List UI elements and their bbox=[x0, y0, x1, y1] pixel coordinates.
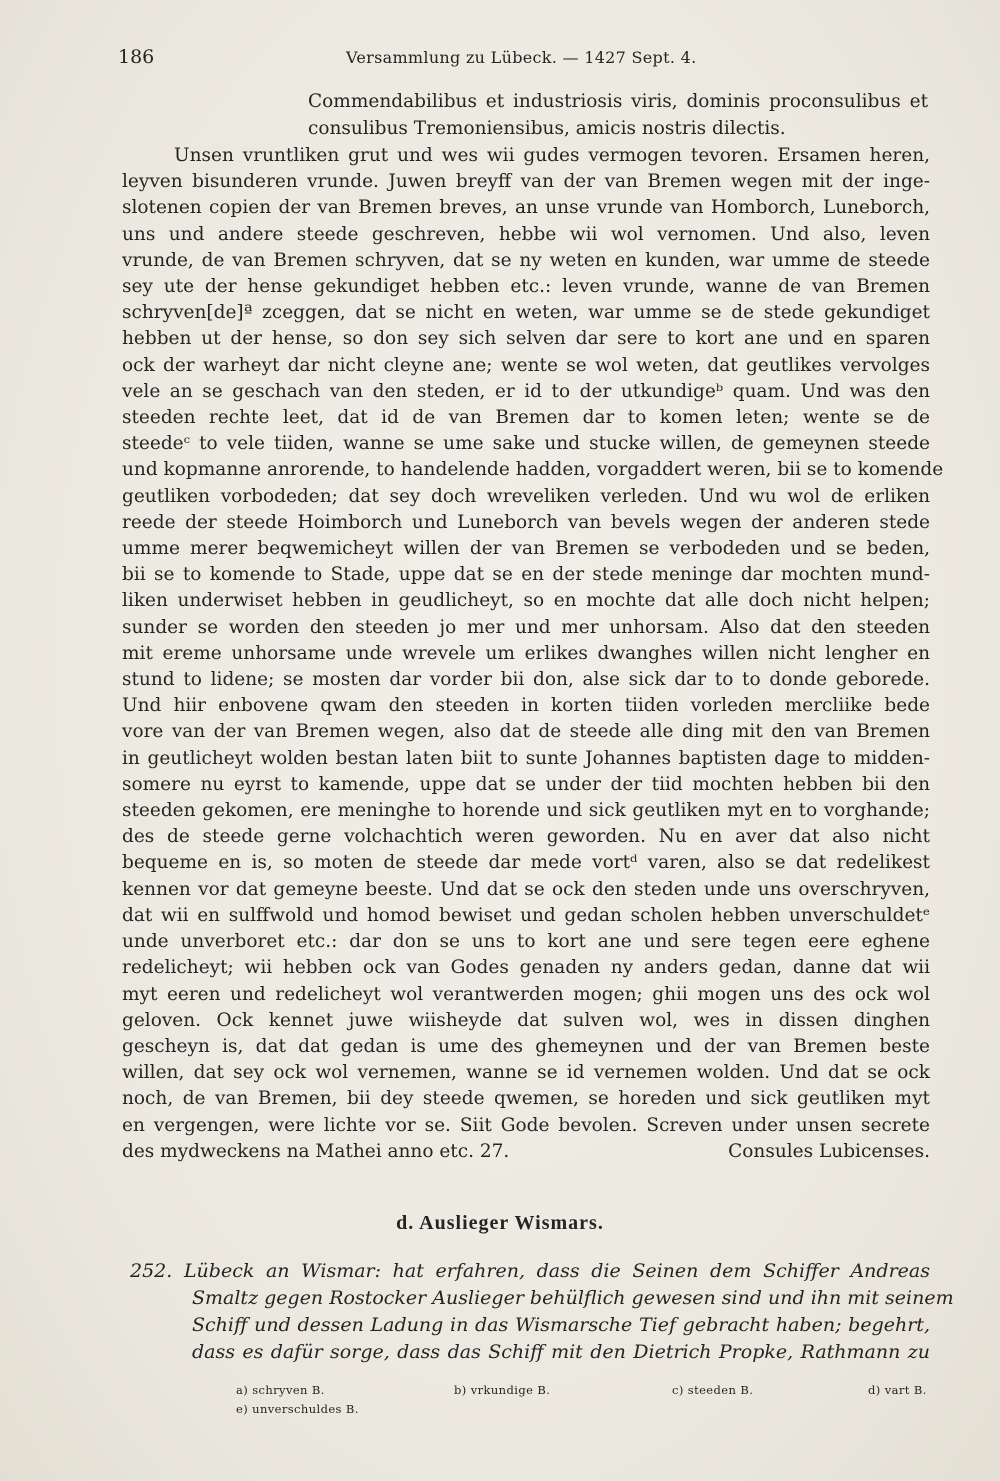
address-line: consulibus Tremoniensibus, amicis nostris dilectis. bbox=[308, 118, 786, 139]
address-line: Commendabilibus et industriosis viris, dominis proconsulibus et bbox=[308, 91, 928, 112]
body-line: vrunde, de van Bremen schryven, dat se ny weten en kunden, war umme de steede bbox=[122, 249, 930, 271]
body-line: en vergengen, were lichte vor se. Siit Gode bevolen. Screven under unsen secrete bbox=[122, 1114, 930, 1136]
body-line: ock der warheyt dar nicht cleyne ane; wente se wol weten, dat geutlikes vervolges bbox=[122, 354, 930, 376]
body-line: uns und andere steede geschreven, hebbe wii wol vernomen. Und also, leven bbox=[122, 223, 930, 245]
footnote: e) unverschuldes B. bbox=[236, 1402, 359, 1416]
body-line: des de steede gerne volchachtich weren geworden. Nu en aver dat also nicht bbox=[122, 826, 930, 848]
body-line: redelicheyt; wii hebben ock van Godes genaden ny anders gedan, danne dat wii bbox=[122, 957, 930, 979]
body-line: kennen vor dat gemeyne beeste. Und dat se ock den steden unde uns overschryven, bbox=[122, 878, 930, 900]
regest-number: 252. bbox=[130, 1260, 173, 1282]
body-line: bequeme en is, so moten de steede dar mede vortᵈ varen, also se dat redelikest bbox=[122, 852, 930, 874]
body-line: bii se to komende to Stade, uppe dat se en der stede meninge dar mochten mund- bbox=[122, 564, 930, 586]
regest-line: dass es dafür sorge, dass das Schiff mit den Dietrich Propke, Rathmann zu bbox=[192, 1341, 930, 1363]
body-line: dat wii en sulffwold und homod bewiset und gedan scholen hebben unverschuldetᵉ bbox=[122, 904, 930, 926]
body-line: des mydweckens na Mathei anno etc. 27. bbox=[122, 1140, 510, 1162]
regest-line bbox=[130, 1258, 930, 1285]
body-line: myt eeren und redelicheyt wol verantwerden mogen; ghii mogen uns des ock wol bbox=[122, 983, 930, 1005]
section-heading: d. Auslieger Wismars. bbox=[396, 1212, 604, 1234]
body-line: geutliken vorbodeden; dat sey doch wreveliken verleden. Und wu wol de erliken bbox=[122, 485, 930, 507]
body-line: leyven bisunderen vrunde. Juwen breyff van der van Bremen wegen mit der inge- bbox=[122, 171, 930, 193]
body-line: schryven[de]ª zceggen, dat se nicht en weten, war umme se de stede gekundiget bbox=[122, 302, 930, 324]
footnote: b) vrkundige B. bbox=[454, 1383, 551, 1397]
body-line: geloven. Ock kennet juwe wiisheyde dat sulven wol, wes in dissen dinghen bbox=[122, 1009, 930, 1031]
body-line: liken underwiset hebben in geudlicheyt, so en mochte dat alle doch nicht helpen; bbox=[122, 590, 930, 612]
body-line: und kopmanne anrorende, to handelende hadden, vorgaddert weren, bii se to komende bbox=[122, 459, 944, 481]
regest-entry bbox=[130, 1258, 954, 1366]
footnote: d) vart B. bbox=[868, 1383, 927, 1397]
body-line: slotenen copien der van Bremen breves, an unse vrunde van Homborch, Luneborch, bbox=[122, 197, 930, 219]
body-line: vore van der van Bremen wegen, also dat de steede alle ding mit den van Bremen bbox=[122, 721, 930, 743]
signature: Consules Lubicenses. bbox=[728, 1141, 930, 1162]
body-line: unde unverboret etc.: dar don se uns to kort ane und sere tegen eere eghene bbox=[122, 931, 930, 953]
footnote: c) steeden B. bbox=[672, 1383, 754, 1397]
body-line: steeden rechte leet, dat id de van Bremen dar to komen leten; wente se de bbox=[122, 407, 930, 429]
regest-line-text: Lübeck an Wismar: hat erfahren, dass die Seinen dem Schiffer Andreas bbox=[183, 1260, 930, 1282]
body-line: in geutlicheyt wolden bestan laten biit to sunte Johannes baptisten dage to midden- bbox=[122, 747, 930, 769]
body-line: Und hiir enbovene qwam den steeden in korten tiiden vorleden mercliike bede bbox=[122, 695, 930, 717]
body-line: willen, dat sey ock wol vernemen, wanne se id vernemen wolden. Und dat se ock bbox=[122, 1062, 930, 1084]
body-line: noch, de van Bremen, bii dey steede qwemen, se horeden und sick geutliken myt bbox=[122, 1088, 930, 1110]
body-line: steeden gekomen, ere meninghe to horende und sick geutliken myt en to vorghande; bbox=[122, 800, 930, 822]
body-line: mit ereme unhorsame unde wrevele um erlikes dwanghes willen nicht lengher en bbox=[122, 642, 930, 664]
running-title: Versammlung zu Lübeck. — 1427 Sept. 4. bbox=[346, 48, 697, 67]
body-line: Unsen vruntliken grut und wes wii gudes vermogen tevoren. Ersamen heren, bbox=[174, 145, 930, 166]
page-header bbox=[118, 46, 930, 72]
body-line: steedeᶜ to vele tiiden, wanne se ume sake und stucke willen, de gemeynen steede bbox=[122, 433, 930, 455]
body-line: vele an se geschach van den steden, er id to der utkundigeᵇ quam. Und was den bbox=[122, 380, 930, 402]
body-line: reede der steede Hoimborch und Luneborch van bevels wegen der anderen stede bbox=[122, 511, 930, 533]
body-line: stund to lidene; se mosten dar vorder bii don, alse sick dar to to donde geborede. bbox=[122, 669, 930, 691]
letter-address bbox=[308, 88, 928, 142]
body-line: umme merer beqwemicheyt willen der van Bremen se verbodeden und se beden, bbox=[122, 538, 930, 560]
page-number: 186 bbox=[118, 46, 155, 68]
body-line: sunder se worden den steeden jo mer und mer unhorsam. Also dat den steeden bbox=[122, 616, 930, 638]
regest-line: Smaltz gegen Rostocker Auslieger behülflich gewesen sind und ihn mit seinem bbox=[192, 1287, 954, 1309]
footnote: a) schryven B. bbox=[236, 1383, 325, 1397]
body-line: sey ute der hense gekundiget hebben etc.: leven vrunde, wanne de van Bremen bbox=[122, 276, 930, 298]
letter-body bbox=[122, 143, 944, 1165]
regest-line: Schiff und dessen Ladung in das Wismarsche Tief gebracht haben; begehrt, bbox=[192, 1314, 930, 1336]
body-line: hebben ut der hense, so don sey sich selven dar sere to kort ane und en sparen bbox=[122, 328, 930, 350]
body-line: somere nu eyrst to kamende, uppe dat se under der tiid mochten hebben bii den bbox=[122, 773, 930, 795]
body-line: gescheyn is, dat dat gedan is ume des ghemeynen und der van Bremen beste bbox=[122, 1035, 930, 1057]
